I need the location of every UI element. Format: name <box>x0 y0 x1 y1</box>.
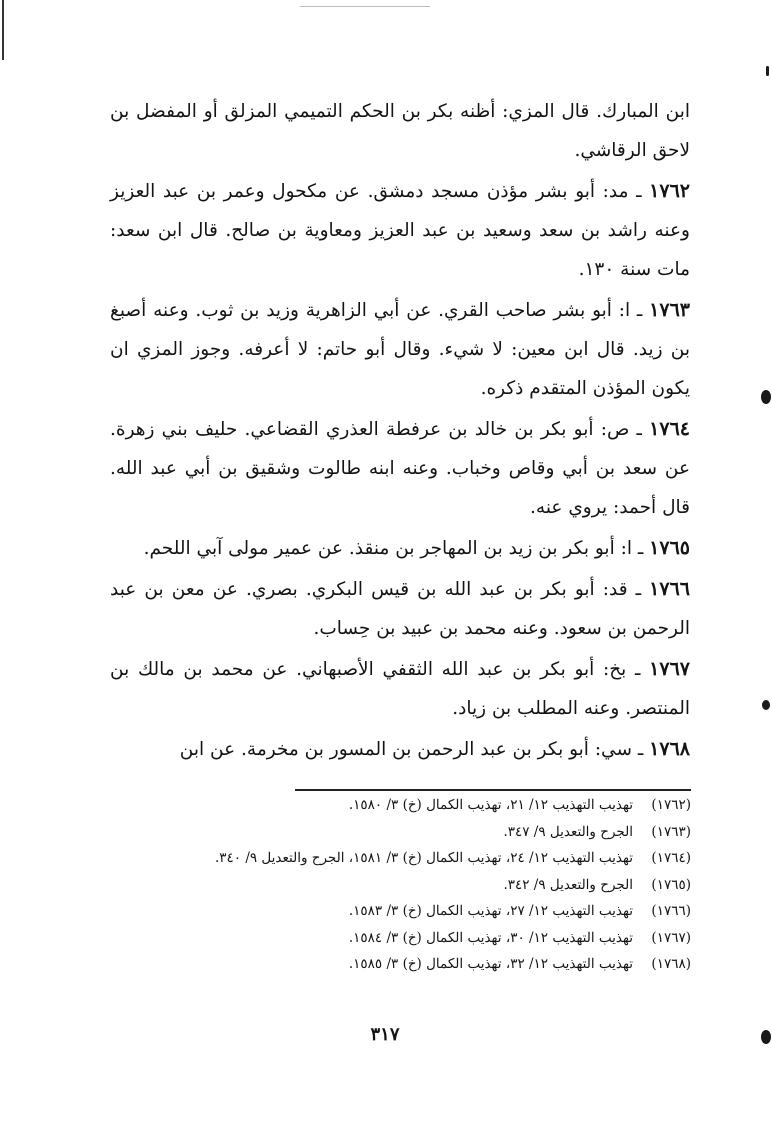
biography-entry <box>110 650 690 728</box>
footnote-text: تهذيب التهذيب ١٢/ ٢٤، تهذيب الكمال (خ) ٣/ ١٥٨١، الجرح والتعديل ٩/ ٣٤٠. <box>214 850 633 866</box>
footnote-text: تهذيب التهذيب ١٢/ ٢٧، تهذيب الكمال (خ) ٣/ ١٥٨٣. <box>348 903 633 919</box>
page-number: ٣١٧ <box>370 1024 400 1045</box>
entry-text: ابن المبارك. قال المزي: أظنه بكر بن الحكم التميمي المزلق أو المفضل بن لاحق الرقاشي. <box>110 101 690 161</box>
scan-left-edge <box>2 0 4 60</box>
footnote-text: تهذيب التهذيب ١٢/ ٣٢، تهذيب الكمال (خ) ٣/ ١٥٨٥. <box>348 956 633 972</box>
scan-margin-mark <box>762 700 770 710</box>
footnote <box>110 792 691 819</box>
entry-text: ـ سي: أبو بكر بن عبد الرحمن بن المسور بن مخرمة. عن ابن <box>179 739 644 760</box>
footnote-number: (١٧٦٤) <box>651 850 691 866</box>
biography-entry <box>110 570 690 648</box>
footnote <box>110 898 691 925</box>
entry-number: ١٧٦٧ <box>649 658 690 680</box>
scan-margin-mark <box>761 1030 771 1044</box>
scan-top-line <box>300 6 430 7</box>
footnote-number: (١٧٦٥) <box>651 876 691 893</box>
footnote <box>110 925 691 952</box>
footnote <box>110 951 691 978</box>
footnote <box>110 872 691 899</box>
footnote-divider <box>295 789 691 791</box>
footnote-number: (١٧٦٧) <box>651 929 691 946</box>
entry-number: ١٧٦٢ <box>649 180 690 202</box>
entry-text: ـ ا: أبو بشر صاحب القري. عن أبي الزاهرية وزيد بن ثوب. وعنه أصبغ بن زيد. قال ابن معين: لا شيء. وقال أبو حاتم: لا أعرفه. وجوز المزي ان يكون المؤذن المتقدم ذكره. <box>110 300 690 399</box>
footnote-number: (١٧٦٢) <box>651 797 691 813</box>
entry-number: ١٧٦٤ <box>649 418 690 440</box>
main-text <box>110 92 690 771</box>
footnote <box>110 819 691 846</box>
entry-text: ـ بخ: أبو بكر بن عبد الله الثقفي الأصبهاني. عن محمد بن مالك بن المنتصر. وعنه المطلب بن زياد. <box>110 659 690 719</box>
scan-margin-mark <box>761 390 771 404</box>
entry-continuation <box>110 92 690 170</box>
entry-text: ـ مد: أبو بشر مؤذن مسجد دمشق. عن مكحول وعمر بن عبد العزيز وعنه راشد بن سعد وسعيد بن عبد العزيز ومعاوية بن صالح. قال ابن سعد: مات سنة ١٣٠. <box>110 181 690 280</box>
biography-entry <box>110 730 690 769</box>
footnote-text: الجرح والتعديل ٩/ ٣٤٧. <box>503 823 633 840</box>
footnote-text: تهذيب التهذيب ١٢/ ٣٠، تهذيب الكمال (خ) ٣/ ١٥٨٤. <box>348 929 633 946</box>
entry-text: ـ قد: أبو بكر بن عبد الله بن قيس البكري. بصري. عن معن بن عبد الرحمن بن سعود. وعنه محمد بن عبيد بن حِساب. <box>110 579 690 639</box>
footnote-text: الجرح والتعديل ٩/ ٣٤٢. <box>503 876 633 893</box>
entry-number: ١٧٦٨ <box>649 738 690 760</box>
biography-entry <box>110 172 690 289</box>
biography-entry <box>110 291 690 408</box>
footnote-number: (١٧٦٣) <box>651 823 691 840</box>
entry-text: ـ ا: أبو بكر بن زيد بن المهاجر بن منقذ. عن عمير مولى آبي اللحم. <box>143 538 644 559</box>
entry-number: ١٧٦٦ <box>649 578 690 600</box>
footnote-text: تهذيب التهذيب ١٢/ ٢١، تهذيب الكمال (خ) ٣/ ١٥٨٠. <box>348 797 633 813</box>
footnote <box>110 845 691 872</box>
footnotes <box>110 792 691 978</box>
footnote-number: (١٧٦٦) <box>651 903 691 919</box>
footnote-number: (١٧٦٨) <box>651 956 691 972</box>
biography-entry <box>110 410 690 527</box>
biography-entry <box>110 529 690 568</box>
entry-number: ١٧٦٣ <box>649 299 690 321</box>
entry-text: ـ ص: أبو بكر بن خالد بن عرفطة العذري القضاعي. حليف بني زهرة. عن سعد بن أبي وقاص وخباب. وعنه ابنه طالوت وشقيق بن أبي عبد الله. قال أحمد: يروي عنه. <box>110 419 690 518</box>
entry-number: ١٧٦٥ <box>649 537 690 559</box>
scan-margin-mark <box>766 66 769 76</box>
